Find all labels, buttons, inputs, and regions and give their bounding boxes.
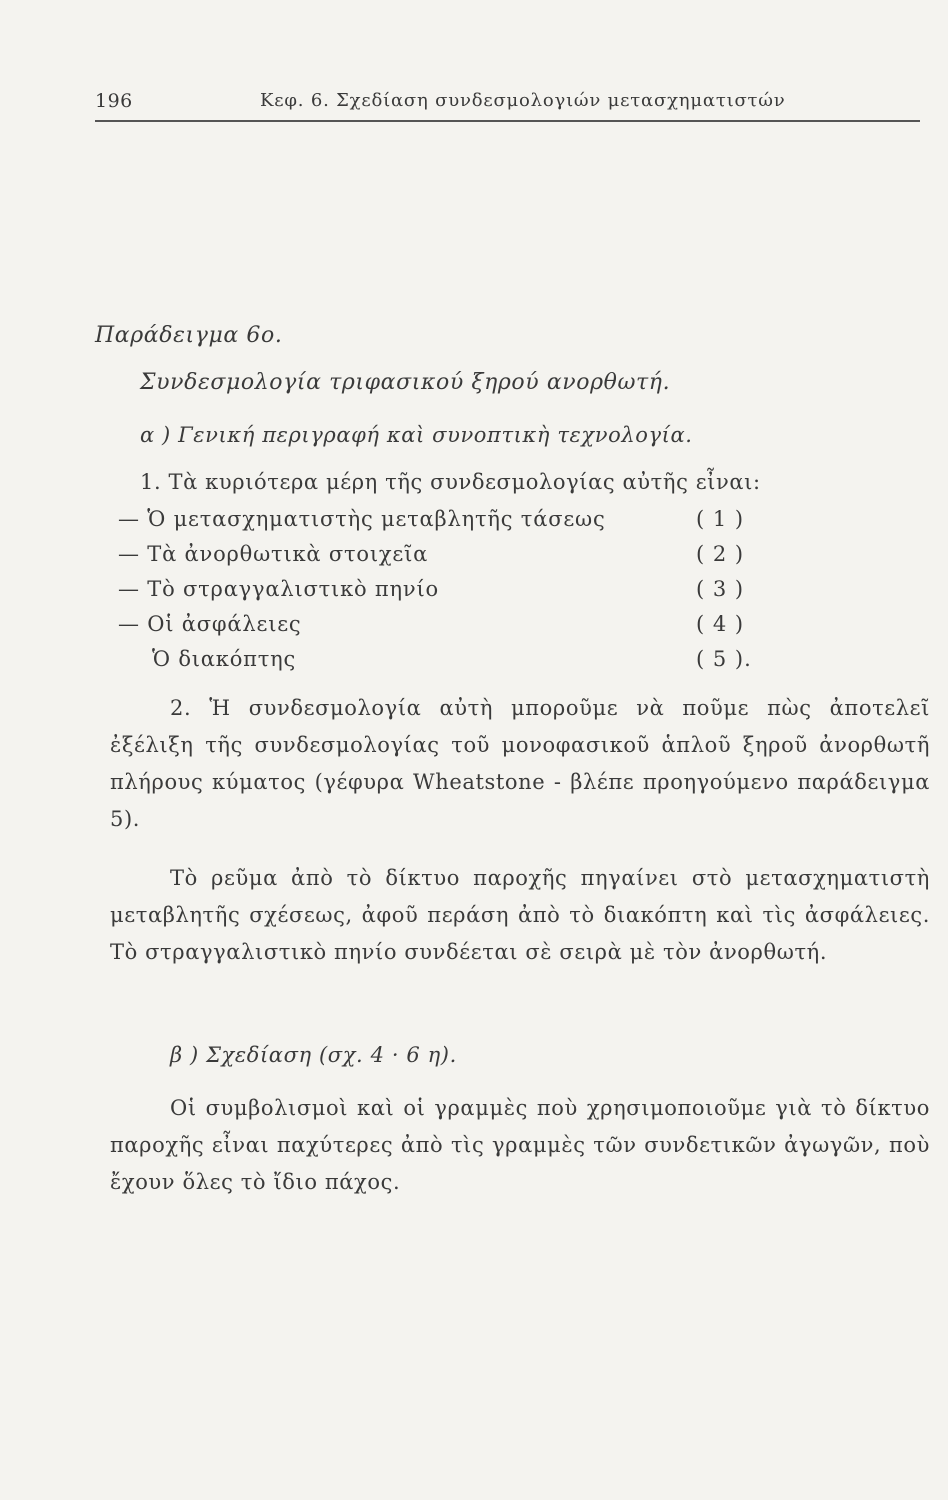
part-label: — Ὁ μετασχηματιστὴς μεταβλητῆς τάσεως bbox=[118, 507, 606, 531]
list-item bbox=[118, 577, 778, 612]
list-item bbox=[118, 507, 778, 542]
part-label: — Τὸ στραγγαλιστικὸ πηνίο bbox=[118, 577, 439, 601]
part-number: ( 4 ) bbox=[696, 612, 745, 636]
part-number: ( 5 ). bbox=[696, 647, 752, 671]
list-item bbox=[118, 542, 778, 577]
example-subject: Συνδεσμολογία τριφασικού ξηρού ανορθωτή. bbox=[140, 370, 671, 395]
part-label: — Τὰ ἀνορθωτικὰ στοιχεῖα bbox=[118, 542, 429, 566]
paragraph-4: Οἱ συμβολισμοὶ καὶ οἱ γραμμὲς ποὺ χρησιμοποιοῦμε γιὰ τὸ δίκτυο παροχῆς εἶναι παχύτερες ἀπὸ τὶς γραμμὲς τῶν συνδετικῶν ἀγωγῶν, ποὺ ἔχουν ὅλες τὸ ἴδιο πάχος. bbox=[110, 1096, 930, 1194]
part-label: — Οἱ ἀσφάλειες bbox=[118, 612, 302, 636]
example-title: Παράδειγμα 6ο. bbox=[95, 323, 283, 348]
parts-list bbox=[118, 507, 778, 682]
section-b-heading: β ) Σχεδίαση (σχ. 4 · 6 η). bbox=[170, 1043, 457, 1067]
paragraph-2: 2. Ἡ συνδεσμολογία αὐτὴ μποροῦμε νὰ ποῦμε πὼς ἀποτελεῖ ἐξέλιξη τῆς συνδεσμολογίας τοῦ μονοφασικοῦ ἁπλοῦ ξηροῦ ἀνορθωτῆ πλήρους κύματος (γέφυρα Wheatstone - βλέπε προηγούμενο παράδειγμα 5). bbox=[110, 696, 930, 831]
part-number: ( 3 ) bbox=[696, 577, 745, 601]
section-a-heading: α ) Γενική περιγραφή καὶ συνοπτικὴ τεχνολογία. bbox=[140, 423, 693, 447]
running-head: Κεφ. 6. Σχεδίαση συνδεσμολογιών μετασχηματιστών bbox=[260, 90, 786, 111]
header-rule bbox=[95, 120, 920, 122]
list-item bbox=[118, 647, 778, 682]
paragraph-3-block bbox=[110, 860, 930, 971]
list-item bbox=[118, 612, 778, 647]
paragraph-2-block bbox=[110, 690, 930, 838]
page-number: 196 bbox=[95, 90, 133, 112]
page-header bbox=[95, 86, 920, 118]
part-label: Ὁ διακόπτης bbox=[152, 647, 297, 671]
paragraph-4-block bbox=[110, 1090, 930, 1201]
paragraph-1: 1. Τὰ κυριότερα μέρη τῆς συνδεσμολογίας αὐτῆς εἶναι: bbox=[140, 470, 761, 494]
paragraph-3: Τὸ ρεῦμα ἀπὸ τὸ δίκτυο παροχῆς πηγαίνει στὸ μετασχηματιστὴ μεταβλητῆς σχέσεως, ἀφοῦ περάση ἀπὸ τὸ διακόπτη καὶ τὶς ἀσφάλειες. Τὸ στραγγαλιστικὸ πηνίο συνδέεται σὲ σειρὰ μὲ τὸν ἀνορθωτή. bbox=[110, 866, 930, 964]
part-number: ( 2 ) bbox=[696, 542, 745, 566]
part-number: ( 1 ) bbox=[696, 507, 745, 531]
